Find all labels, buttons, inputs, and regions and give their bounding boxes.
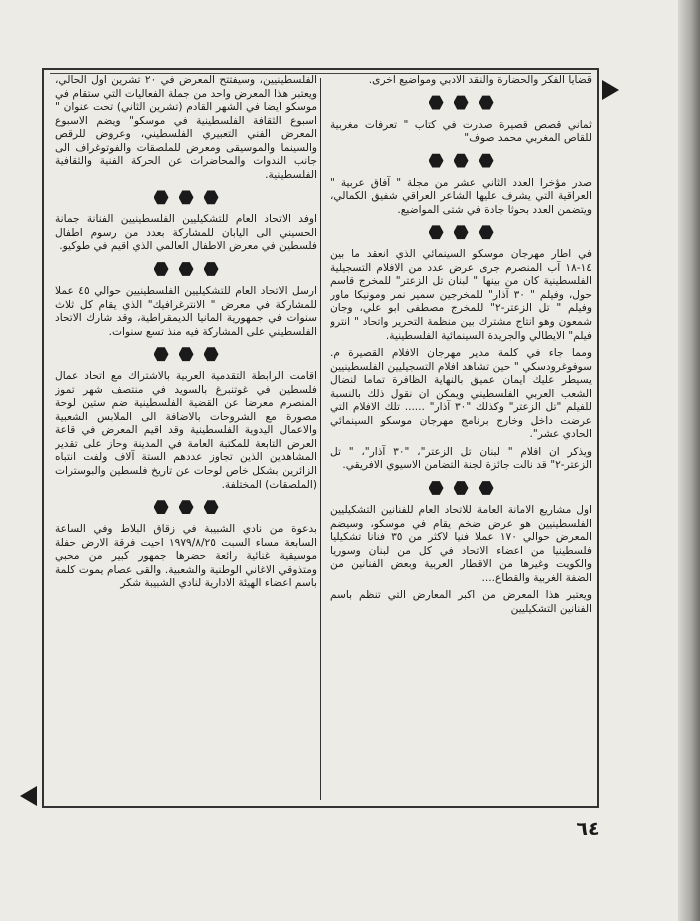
hexagon-bullet-icon <box>204 500 219 515</box>
column-divider <box>320 78 321 800</box>
left-column <box>55 74 317 802</box>
hexagon-bullet-icon <box>204 347 219 362</box>
hexagon-bullet-icon <box>479 225 494 240</box>
hexagon-separator <box>330 94 592 112</box>
hexagon-separator <box>330 223 592 241</box>
article-paragraph: ويعتبر هذا المعرض من اكبر المعارض التي تنظم باسم الفنانين التشكيليين <box>330 589 592 615</box>
hexagon-bullet-icon <box>204 190 219 205</box>
hexagon-bullet-icon <box>204 262 219 277</box>
hexagon-bullet-icon <box>429 95 444 110</box>
hexagon-bullet-icon <box>454 95 469 110</box>
hexagon-bullet-icon <box>429 153 444 168</box>
article-paragraph: بدعوة من نادي الشبيبة في زقاق البلاط وفي الساعة السابعة مساء السبت ١٩٧٩/٨/٢٥ احيت فرقة الارض حفلة موسيقية غنائية رائعة حضرها جمهور كبير من محبي ومتذوقي الاغاني الوطنية والشعبية. والقى عصام يموت كلمة باسم اعضاء الهيئة الادارية لنادي الشبيبة شكر <box>55 523 317 590</box>
article-paragraph: اقامت الرابطة التقدمية العربية بالاشتراك مع اتحاد عمال فلسطين في غوتنبرغ بالسويد في منتصف شهر تموز المنصرم معرضا عن القضية الفلسطينية ضم ستين لوحة مصورة مع الشروحات بالاضافة الى الملابس الشعبية والاعمال اليدوية الفلسطينية وقد اقيم المعرض في قاعة العرض التابعة للمكتبة العامة في المدينة وحاز على تقدير المشاهدين الذين تجاوز عددهم الستة آلاف ولفت انتباه الزائرين بشكل خاص لوحات عن تاريخ فلسطين والبوسترات (الملصقات) المختلفة. <box>55 370 317 491</box>
triangle-marker-right-icon <box>602 80 619 100</box>
right-column <box>330 74 592 802</box>
hexagon-bullet-icon <box>454 481 469 496</box>
hexagon-separator <box>55 498 317 516</box>
hexagon-bullet-icon <box>154 190 169 205</box>
hexagon-separator <box>55 188 317 206</box>
hexagon-bullet-icon <box>429 481 444 496</box>
hexagon-bullet-icon <box>179 347 194 362</box>
article-paragraph: ويذكر ان افلام " لبنان تل الزعتر"، "٣٠ آذار"، " تل الزعتر-٢" قد نالت جائزة لجنة التضامن الاسيوي الافريقي. <box>330 445 592 472</box>
article-paragraph: اول مشاريع الامانة العامة للاتحاد العام للفنانين التشكيليين الفلسطينيين هو عرض ضخم يقام في موسكو، وسيضم المعرض حوالي ١٧٠ عملا فنيا لاكثر من ٣٥ فنانا تشكيليا فلسطينيا من اعضاء الاتحاد في كل من لبنان وسوريا والكويت وغيرها من الاقطار العربية وبعض الفنانين من الضفة الغربية والقطاع.... <box>330 504 592 584</box>
hexagon-bullet-icon <box>179 262 194 277</box>
hexagon-bullet-icon <box>154 347 169 362</box>
hexagon-separator <box>55 345 317 363</box>
hexagon-bullet-icon <box>479 153 494 168</box>
hexagon-bullet-icon <box>454 225 469 240</box>
hexagon-bullet-icon <box>179 500 194 515</box>
hexagon-bullet-icon <box>479 481 494 496</box>
article-paragraph: ومما جاء في كلمة مدير مهرجان الافلام القصيرة م. سوفوغرودسكي " حين تشاهد افلام التسجيليين الفلسطينيين يسيطر عليك ايمان عميق بالنهاية الظافرة تماما لنضال الشعب العربي الفلسطيني ويمكن ان نقول ذلك بالنسبة للفيلم "تل الزعتر" وكذلك "٣٠ آذار" ...... تلك الافلام التي عرضت داخل وخارج برنامج مهرجان موسكو السينمائي الحادي عشر". <box>330 347 592 441</box>
article-paragraph: صدر مؤخرا العدد الثاني عشر من مجلة " آفاق عربية " العراقية التي يشرف عليها الشاعر العراقي شفيق الكمالي، ويتضمن العدد بحوثا جادة في شتى المواضيع. <box>330 176 592 216</box>
article-paragraph: ثماني قصص قصيرة صدرت في كتاب " تعرفات مغربية للقاص المغربي محمد صوف" <box>330 118 592 145</box>
hexagon-bullet-icon <box>454 153 469 168</box>
hexagon-bullet-icon <box>154 262 169 277</box>
hexagon-separator <box>330 152 592 170</box>
article-paragraph: الفلسطينيين، وسيفتتح المعرض في ٢٠ تشرين اول الحالي، ويعتبر هذا المعرض واحد من جملة الفعاليات التي ستقام في موسكو ايضا في الشهر القادم (تشرين الثاني) تحت عنوان " اسبوع الثقافة الفلسطينية في موسكو" ويضم الاسبوع المعرض الفني التعبيري الفلسطيني، وعروض للرقص والسينما والموسيقى ومعرض للملصقات والفوتوغراف الى جانب الندوات والمحاضرات عن الحركة الفنية والثقافية الفلسطينية. <box>55 74 317 181</box>
page-number: ٦٤ <box>576 818 600 840</box>
hexagon-bullet-icon <box>154 500 169 515</box>
triangle-marker-left-icon <box>20 786 37 806</box>
hexagon-bullet-icon <box>479 95 494 110</box>
article-paragraph: ارسل الاتحاد العام للتشكيليين الفلسطينيين حوالي ٤٥ عملا للمشاركة في معرض " الانترغرافيك" الذي يقام كل ثلاث سنوات في جمهورية المانيا الديمقراطية، وقد شارك الاتحاد الفلسطيني على المشاركة فيه منذ تسع سنوات. <box>55 285 317 338</box>
article-paragraph: قضايا الفكر والحضارة والنقد الادبي ومواضيع اخرى. <box>368 74 592 86</box>
hexagon-bullet-icon <box>179 190 194 205</box>
hexagon-separator <box>330 479 592 497</box>
hexagon-bullet-icon <box>429 225 444 240</box>
article-paragraph: في اطار مهرجان موسكو السينمائي الذي انعقد ما بين ١٤-١٨ آب المنصرم جرى عرض عدد من الافلام التسجيلية الفلسطينية كان من بينها " لبنان تل الزعتر" للمخرج قاسم حول، وفيلم " ٣٠ آذار" للمخرجين سمير نمر ومونيكا ماور وفيلم " تل الزعتر-٢" للمخرج مصطفى ابو علي، وجان شمعون وهو انتاج مشترك بين منظمة التحرير واتحاد " انترو فيلم" الايطالي والجريدة السينمائية الفلسطينية. <box>330 248 592 342</box>
article-paragraph: اوفد الاتحاد العام للتشكيليين الفلسطينيين الفنانة جمانة الحسيني الى اليابان للمشاركة بعدد من رسوم اطفال فلسطين في معرض الاطفال العالمي الذي اقيم في طوكيو. <box>55 213 317 253</box>
hexagon-separator <box>55 260 317 278</box>
book-spine <box>678 0 700 921</box>
